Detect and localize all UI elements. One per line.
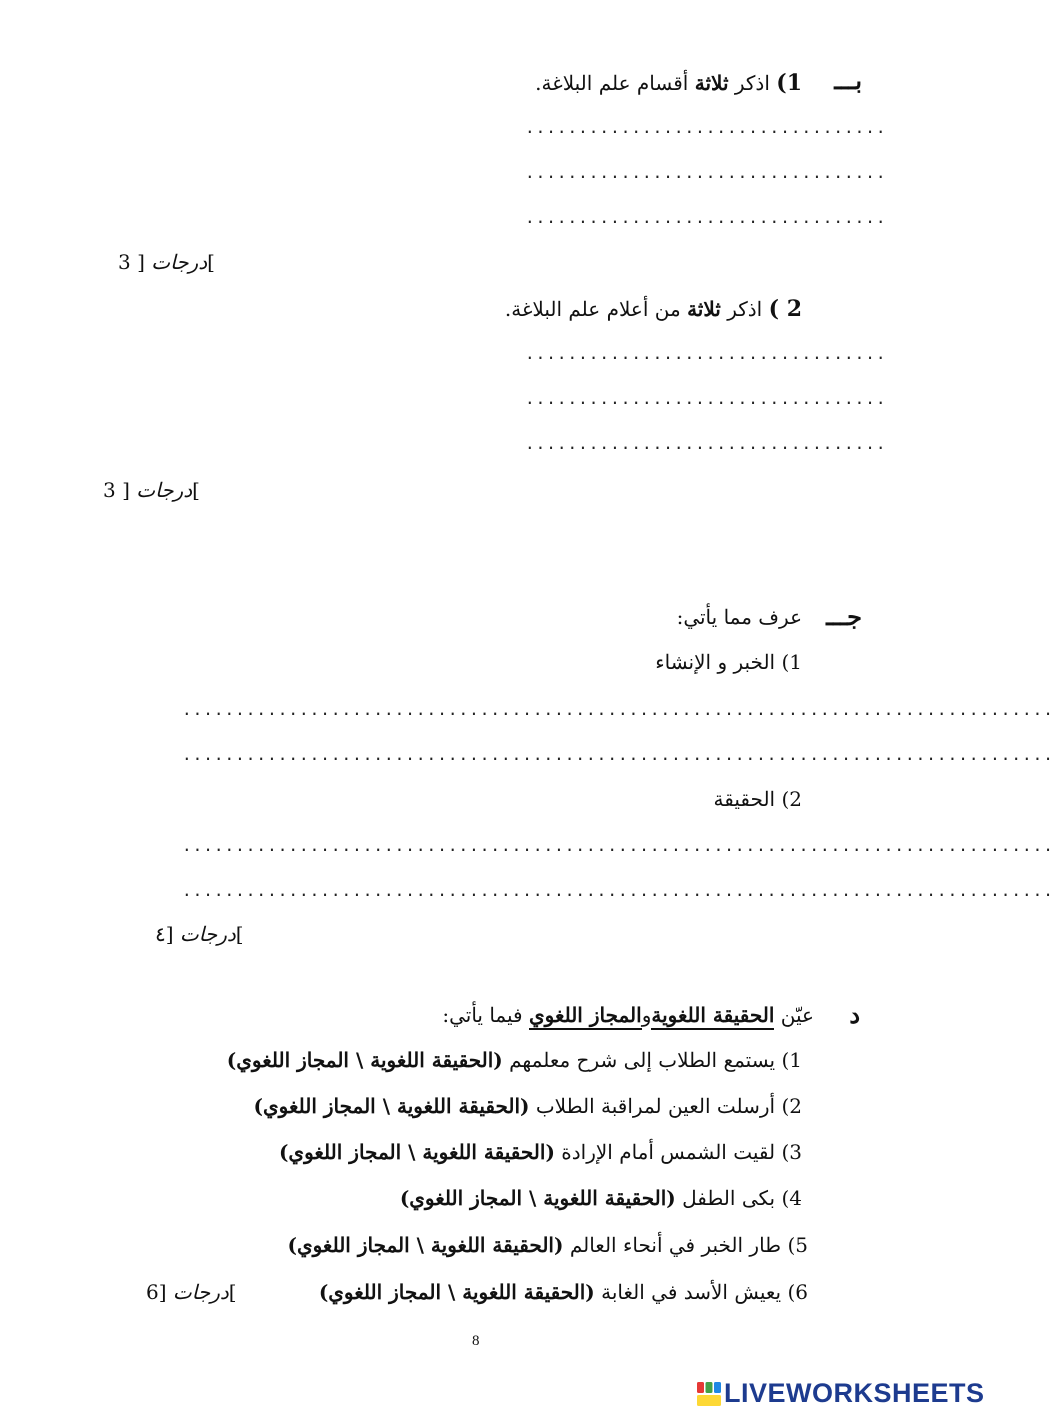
question-b2-text-b: ثلاثة	[687, 297, 721, 321]
liveworksheets-brand: LIVEWORKSHEETS	[724, 1378, 985, 1408]
item-text: 3) لقيت الشمس أمام الإرادة	[554, 1140, 802, 1164]
section-d-prompt-d: المجاز اللغوي	[529, 1003, 642, 1030]
section-d-prompt-b: الحقيقة اللغوية	[651, 1003, 774, 1030]
section-d-prompt	[442, 1003, 814, 1027]
page-number: 8	[472, 1333, 480, 1349]
grade-d-close: ]	[228, 1280, 237, 1304]
item-text: 5) طار الخبر في أنحاء العالم	[569, 1233, 808, 1257]
item-text: 2) أرسلت العين لمراقبة الطلاب	[529, 1094, 802, 1118]
grade-b1-unit: درجات	[151, 250, 208, 274]
answer-line[interactable]: ..................................	[525, 208, 887, 227]
section-c-item-1: 1) الخبر و الإنشاء	[655, 650, 802, 674]
item-text: 6) يعيش الأسد في الغابة	[601, 1280, 808, 1304]
grade-b2-unit: درجات	[136, 478, 193, 502]
section-c-prompt: عرف مما يأتي:	[676, 605, 802, 629]
grade-d	[146, 1280, 237, 1304]
section-d-item-2	[254, 1094, 802, 1118]
item-choice[interactable]: (الحقيقة اللغوية \ المجاز اللغوي)	[278, 1140, 555, 1164]
section-d-item-6	[319, 1280, 808, 1304]
grade-b1-open: [ 3	[118, 250, 145, 274]
question-b2-text-a: اذكر	[727, 297, 763, 321]
question-b1-text-b: ثلاثة	[694, 71, 729, 95]
answer-line[interactable]: ..................................................................................	[182, 700, 1054, 719]
answer-line[interactable]: ..................................	[525, 344, 887, 363]
section-d-item-1	[227, 1048, 802, 1072]
item-text: 1) يستمع الطلاب إلى شرح معلمهم	[509, 1048, 802, 1072]
answer-line[interactable]: ..................................	[525, 434, 887, 453]
grade-b2-open: [ 3	[103, 478, 130, 502]
item-choice[interactable]: (الحقيقة اللغوية \ المجاز اللغوي)	[253, 1094, 530, 1118]
grade-c	[155, 922, 244, 946]
grade-b2-close: ]	[192, 478, 200, 502]
grade-c-open: [٤	[155, 922, 174, 946]
grade-b2	[103, 478, 200, 502]
question-b2-text-c: من أعلام علم البلاغة.	[504, 297, 681, 321]
section-d-prompt-c: و	[641, 1003, 652, 1027]
section-d-prompt-a: عيّن	[780, 1003, 814, 1027]
item-choice[interactable]: (الحقيقة اللغوية \ المجاز اللغوي)	[287, 1233, 564, 1257]
liveworksheets-logo[interactable]	[697, 1378, 997, 1410]
question-b1-number: 1)	[776, 70, 802, 96]
section-d-prompt-e: فيما يأتي:	[442, 1003, 523, 1027]
liveworksheets-logo-icon	[697, 1382, 721, 1406]
section-d-marker: د	[849, 1000, 860, 1029]
grade-d-unit: درجات	[172, 1280, 229, 1304]
answer-line[interactable]: ..................................	[525, 118, 887, 137]
item-text: 4) بكى الطفل	[682, 1186, 802, 1210]
section-d-item-3	[279, 1140, 802, 1164]
section-d-item-4	[400, 1186, 802, 1210]
question-b2-number: 2 )	[768, 296, 802, 322]
grade-c-close: ]	[235, 922, 244, 946]
answer-line[interactable]: ..................................................................................	[182, 881, 1054, 900]
grade-b1-close: ]	[207, 250, 215, 274]
grade-b1	[118, 250, 215, 274]
answer-line[interactable]: ..................................	[525, 163, 887, 182]
answer-line[interactable]: ..................................................................................	[182, 836, 1054, 855]
answer-line[interactable]: ..................................................................................	[182, 745, 1054, 764]
question-b1-text-a: اذكر	[734, 71, 770, 95]
item-choice[interactable]: (الحقيقة اللغوية \ المجاز اللغوي)	[318, 1280, 595, 1304]
item-choice[interactable]: (الحقيقة اللغوية \ المجاز اللغوي)	[399, 1186, 676, 1210]
section-b-marker: بـــ	[834, 66, 862, 95]
grade-c-unit: درجات	[179, 922, 236, 946]
question-b1	[535, 70, 802, 96]
item-choice[interactable]: (الحقيقة اللغوية \ المجاز اللغوي)	[226, 1048, 503, 1072]
answer-line[interactable]: ..................................	[525, 389, 887, 408]
section-c-marker: جـــ	[826, 602, 862, 631]
grade-d-open: [6	[146, 1280, 167, 1304]
section-c-item-2: 2) الحقيقة	[713, 787, 802, 811]
section-d-item-5	[287, 1233, 808, 1257]
question-b1-text-c: أقسام علم البلاغة.	[535, 71, 689, 95]
question-b2	[505, 296, 802, 322]
